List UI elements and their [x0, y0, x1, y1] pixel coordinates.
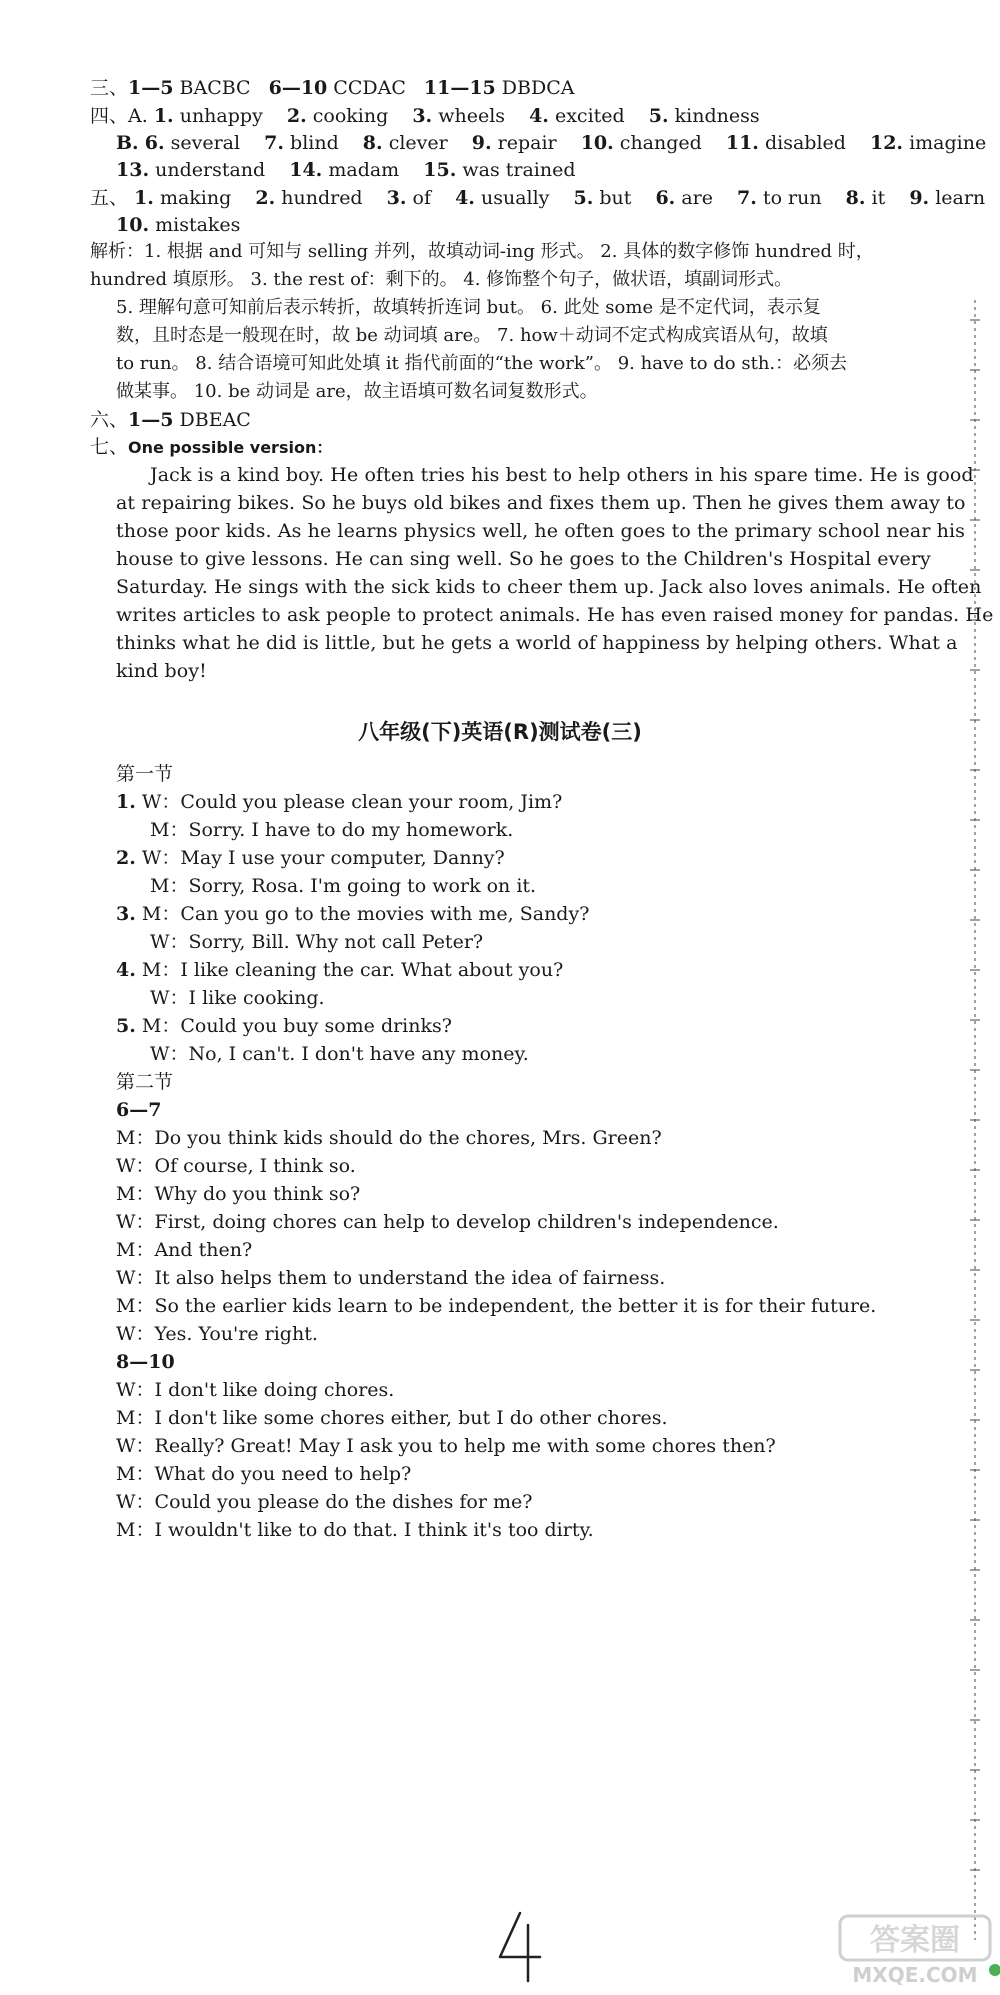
answer-line-section-4b — [116, 131, 986, 155]
dialogue-line: M：I wouldn't like to do that. I think it's too dirty. — [116, 1519, 594, 1541]
item-number: 4. — [455, 187, 475, 209]
analysis-line: hundred 填原形。 3. the rest of：剩下的。 4. 修饰整个句子，做状语，填副词形式。 — [90, 269, 793, 290]
section-label: 四、A. — [90, 105, 148, 127]
answer-word: cooking — [312, 105, 389, 127]
item-number: 8. — [845, 187, 866, 209]
dialogue-question — [116, 958, 563, 982]
item-number: 6. — [655, 187, 676, 209]
dialogue-line: M：Do you think kids should do the chores, Mrs. Green? — [116, 1127, 662, 1149]
answer-word: of — [412, 187, 432, 209]
answer-word: clever — [388, 132, 448, 154]
item-number: 2. — [255, 187, 276, 209]
answer-word: wheels — [438, 105, 506, 127]
essay-line: at repairing bikes. So he buys old bikes and fixes them up. Then he gives them away to — [116, 492, 966, 514]
item-number: 1. — [116, 791, 136, 813]
dialogue-question — [116, 790, 562, 814]
answer-word: repair — [497, 132, 557, 154]
dialogue-line: W：Really? Great! May I ask you to help me with some chores then? — [116, 1435, 776, 1457]
dialogue-line: M：And then? — [116, 1239, 253, 1261]
dialogue-text: W：May I use your computer, Danny? — [135, 847, 505, 869]
possible-version-label: One possible version： — [128, 438, 333, 457]
item-number: 5. — [116, 1015, 136, 1037]
watermark-logo — [820, 1910, 1000, 1990]
dialogue-line: W：First, doing chores can help to develop children's independence. — [116, 1211, 779, 1233]
analysis-line: 解析：1. 根据 and 可知与 selling 并列，故填动词-ing 形式。 2. 具体的数字修饰 hundred 时， — [90, 241, 874, 262]
answer-word: but — [599, 187, 632, 209]
item-number: 7. — [737, 187, 757, 209]
range-label: 1—5 — [128, 409, 174, 431]
item-number: 5. — [573, 187, 594, 209]
dialogue-question — [116, 902, 589, 926]
answer-word: kindness — [674, 105, 760, 127]
answer-line-section-3 — [90, 76, 575, 100]
dialogue-line: M：Why do you think so? — [116, 1183, 361, 1205]
answer-line-section-6 — [90, 408, 251, 432]
dialogue-line: W：Of course, I think so. — [116, 1155, 356, 1177]
answer-word: understand — [155, 159, 266, 181]
essay-line: house to give lessons. He can sing well. So he goes to the Children's Hospital every — [116, 548, 931, 570]
dialogue-answer: W：I like cooking. — [150, 987, 325, 1009]
item-number: 14. — [289, 159, 323, 181]
dialogue-answer: W：No, I can't. I don't have any money. — [150, 1043, 529, 1065]
item-number: 2. — [286, 105, 307, 127]
dialogue-line: W：I don't like doing chores. — [116, 1379, 395, 1401]
item-number: 9. — [471, 132, 492, 154]
item-number: 3. — [386, 187, 407, 209]
item-number: 3. — [116, 903, 136, 925]
dialogue-line: M：So the earlier kids learn to be independent, the better it is for their future. — [116, 1295, 877, 1317]
answer-line-section-4a — [90, 104, 760, 128]
essay-line: writes articles to ask people to protect animals. He has even raised money for pandas. He — [116, 604, 994, 626]
answer-word: was trained — [462, 159, 576, 181]
section-label: 五、 — [90, 187, 129, 209]
range-label: 6—7 — [116, 1099, 162, 1121]
item-number: 10. — [116, 214, 150, 236]
answer-word: learn — [935, 187, 986, 209]
watermark-text: 答案圈 — [870, 1923, 960, 1958]
item-number: 4. — [116, 959, 136, 981]
item-number: 9. — [909, 187, 930, 209]
answer-line-section-5 — [90, 186, 985, 210]
answer-word: blind — [290, 132, 339, 154]
dialogue-line: M：What do you need to help? — [116, 1463, 412, 1485]
dialogue-question — [116, 846, 505, 870]
item-number: 4. — [529, 105, 549, 127]
section-7-heading — [90, 435, 332, 460]
item-number: 1. — [134, 187, 154, 209]
item-number: 6. — [144, 132, 165, 154]
answer-word: disabled — [764, 132, 846, 154]
range-label: 8—10 — [116, 1351, 175, 1373]
dialogue-answer: M：Sorry. I have to do my homework. — [150, 819, 514, 841]
watermark-url: MXQE.COM — [852, 1963, 978, 1987]
part-heading: 第二节 — [116, 1071, 174, 1093]
item-number: 11. — [725, 132, 759, 154]
dialogue-text: W：Could you please clean your room, Jim? — [135, 791, 563, 813]
answer-word: hundred — [281, 187, 363, 209]
answer-line-section-5-cont — [116, 213, 240, 237]
essay-line: Jack is a kind boy. He often tries his best to help others in his spare time. He is good — [150, 464, 974, 486]
analysis-line: to run。 8. 结合语境可知此处填 it 指代前面的“the work”。 9. have to do sth.：必须去 — [116, 353, 848, 374]
binding-edge — [968, 300, 982, 1940]
answer-word: making — [159, 187, 232, 209]
answers: BACBC — [173, 77, 251, 99]
dialogue-line: W：Could you please do the dishes for me? — [116, 1491, 533, 1513]
section-label: 七、 — [90, 436, 129, 458]
item-number: 12. — [869, 132, 904, 154]
item-number: 13. — [116, 159, 150, 181]
answer-word: to run — [762, 187, 822, 209]
answers: CCDAC — [327, 77, 406, 99]
section-label: 三、 — [90, 77, 129, 99]
handwritten-page-number — [490, 1905, 550, 1985]
item-number: 15. — [423, 159, 457, 181]
dialogue-text: M：Can you go to the movies with me, Sandy? — [135, 903, 590, 925]
item-number: 1. — [153, 105, 174, 127]
answer-word: changed — [619, 132, 702, 154]
item-number: 8. — [362, 132, 383, 154]
answer-word: madam — [328, 159, 400, 181]
range-label: 6—10 — [268, 77, 328, 99]
item-number: 2. — [116, 847, 136, 869]
answer-word: it — [871, 187, 886, 209]
answer-word: are — [681, 187, 713, 209]
dialogue-line: M：I don't like some chores either, but I do other chores. — [116, 1407, 668, 1429]
answer-line-section-4b-cont — [116, 158, 576, 182]
dialogue-answer: M：Sorry, Rosa. I'm going to work on it. — [150, 875, 537, 897]
essay-line: Saturday. He sings with the sick kids to cheer them up. Jack also loves animals. He often — [116, 576, 982, 598]
dialogue-line: W：It also helps them to understand the idea of fairness. — [116, 1267, 666, 1289]
answer-word: usually — [480, 187, 550, 209]
test-title: 八年级(下)英语(R)测试卷(三) — [358, 720, 642, 744]
item-number: 10. — [580, 132, 614, 154]
answers: DBDCA — [495, 77, 575, 99]
part-heading: 第一节 — [116, 763, 174, 785]
dialogue-question — [116, 1014, 452, 1038]
dialogue-text: M：Could you buy some drinks? — [135, 1015, 452, 1037]
answer-word: mistakes — [155, 214, 241, 236]
range-label: 11—15 — [423, 77, 496, 99]
essay-line: those poor kids. As he learns physics well, he often goes to the primary school near his — [116, 520, 966, 542]
answer-word: excited — [554, 105, 625, 127]
section-label: 六、 — [90, 409, 129, 431]
item-number: 3. — [412, 105, 433, 127]
essay-line: kind boy! — [116, 660, 207, 682]
item-number: 5. — [648, 105, 669, 127]
dialogue-answer: W：Sorry, Bill. Why not call Peter? — [150, 931, 484, 953]
dialogue-line: W：Yes. You're right. — [116, 1323, 318, 1345]
answer-word: unhappy — [179, 105, 263, 127]
answer-word: several — [170, 132, 241, 154]
analysis-line: 5. 理解句意可知前后表示转折，故填转折连词 but。 6. 此处 some 是不定代词，表示复 — [116, 297, 821, 318]
analysis-line: 数，且时态是一般现在时，故 be 动词填 are。 7. how＋动词不定式构成宾语从句，故填 — [116, 325, 828, 346]
dialogue-text: M：I like cleaning the car. What about you? — [135, 959, 564, 981]
section-label: B. — [116, 132, 139, 154]
analysis-line: 做某事。 10. be 动词是 are，故主语填可数名词复数形式。 — [116, 381, 598, 402]
answers: DBEAC — [173, 409, 251, 431]
essay-line: thinks what he did is little, but he gets a world of happiness by helping others. What a — [116, 632, 958, 654]
range-label: 1—5 — [128, 77, 174, 99]
item-number: 7. — [264, 132, 284, 154]
handwritten-digit-icon — [490, 1905, 550, 1985]
answer-word: imagine — [909, 132, 987, 154]
